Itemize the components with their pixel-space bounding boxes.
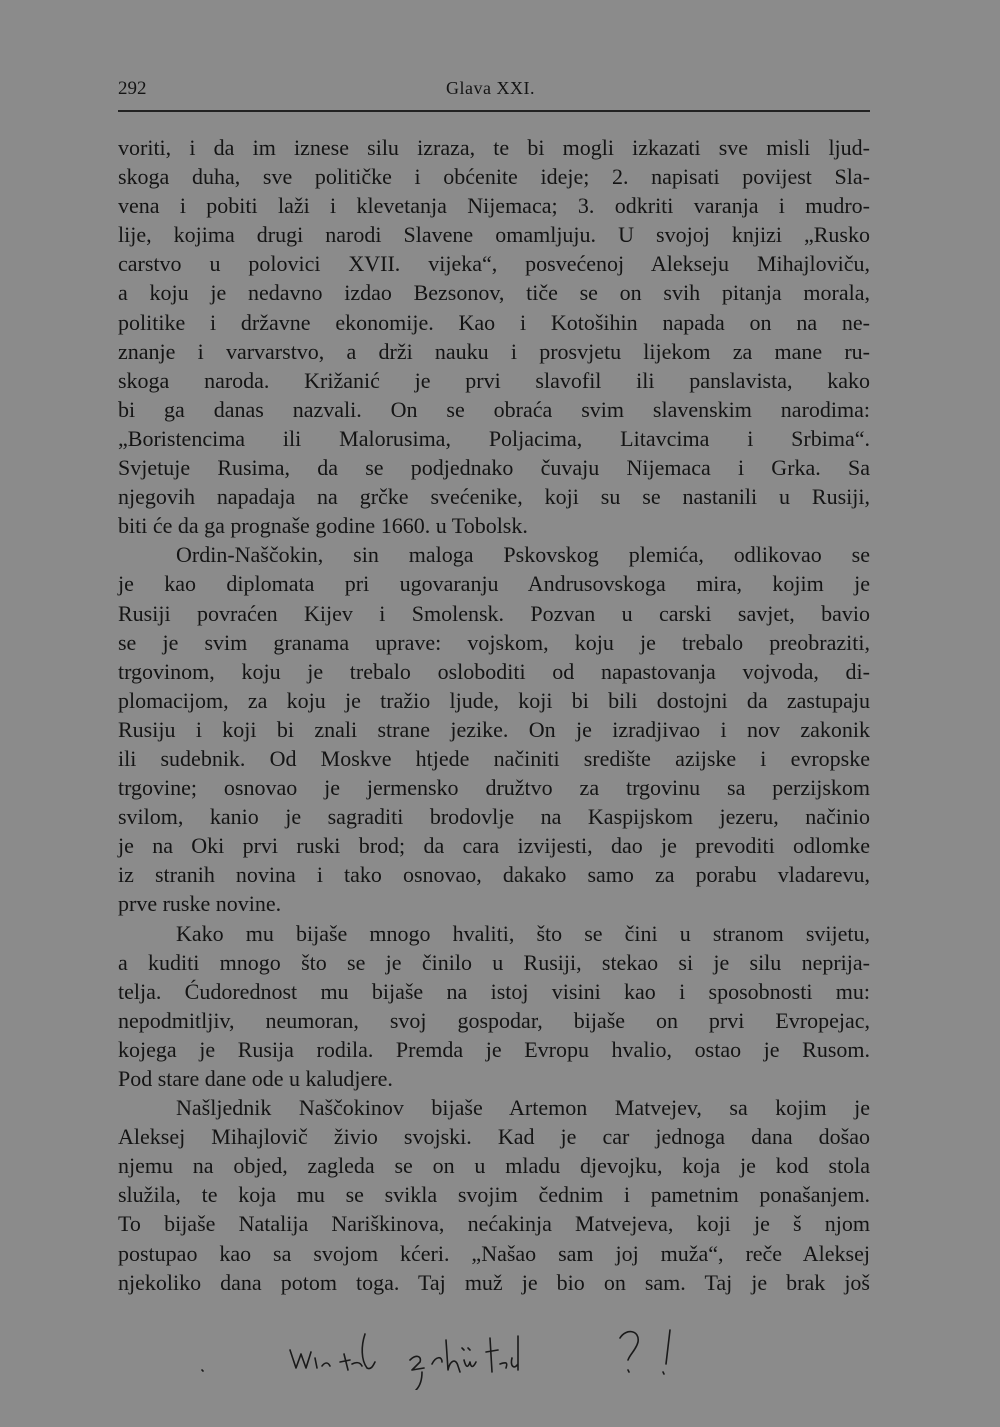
text-line: „Boristencima ili Malorusima, Poljacima, Litavcima i Srbima“. [118,425,870,451]
handwritten-marginalia [200,1320,760,1390]
text-line: svilom, kanio je sagraditi brodovlje na Kaspijskom jezeru, načinio [118,804,870,830]
text-line: Pod stare dane ode u kaludjere. [118,1066,393,1091]
marginalia-text: wie sieht geschrieben ? ! [200,1320,210,1321]
text-line: skoga naroda. Križanić je prvi slavofil ili panslavista, kako [118,367,870,393]
text-line: kojega je Rusija rodila. Premda je Evropu hvalio, ostao je Rusom. [118,1036,870,1062]
page-header [118,78,870,108]
text-line: politike i državne ekonomije. Kao i Kotošihin napada on na ne- [118,309,870,335]
text-line: se je svim granama uprave: vojskom, koju je trebalo preobraziti, [118,629,870,655]
text-line: Ordin-Naščokin, sin maloga Pskovskog plemića, odlikovao se [176,542,870,568]
text-line: znanje i varvarstvo, a drži nauku i prosvjetu lijekom za mane ru- [118,338,870,364]
text-line: služila, te koja mu se svikla svojim čednim i pametnim ponašanjem. [118,1182,870,1208]
text-line: lije, kojima drugi narodi Slavene omamljuju. U svojoj knjizi „Rusko [118,222,870,248]
text-line: a kuditi mnogo što se je činilo u Rusiji, stekao si je silu neprija- [118,949,870,975]
text-line: bi ga danas nazvali. On se obraća svim slavenskim narodima: [118,396,870,422]
text-line: postupao kao sa svojom kćeri. „Našao sam joj muža“, reče Aleksej [118,1240,870,1266]
text-line: skoga duha, sve političke i obćenite ideje; 2. napisati povijest Sla- [118,164,870,190]
text-line: Kako mu bijaše mnogo hvaliti, što se čini u stranom svijetu, [176,920,870,946]
text-line: Aleksej Mihajlovič živio svojski. Kad je car jednoga dana došao [118,1124,870,1150]
text-line: je na Oki prvi ruski brod; da cara izvijesti, dao je prevoditi odlomke [118,833,870,859]
text-line: nepodmitljiv, neumoran, svoj gospodar, bijaše on prvi Evropejac, [118,1007,870,1033]
text-line: Svjetuje Rusima, da se podjednako čuvaju Nijemaca i Grka. Sa [118,455,870,481]
text-line: njekoliko dana potom toga. Taj muž je bio on sam. Taj je brak još [118,1269,870,1295]
header-rule [118,110,870,112]
text-line: a koju je nedavno izdao Bezsonov, tiče se on svih pitanja morala, [118,280,870,306]
text-line: iz stranih novina i tako osnovao, dakako samo za porabu vladarevu, [118,862,870,888]
text-line: carstvo u polovici XVII. vijeka“, posvećenoj Alekseju Mihajloviču, [118,251,870,277]
text-line: Rusiji povraćen Kijev i Smolensk. Pozvan u carski savjet, bavio [118,600,870,626]
running-head: Glava XXI. [446,78,535,98]
text-line: plomacijom, za koju je tražio ljude, koji bi bili dostojni da zastupaju [118,687,870,713]
text-line: je kao diplomata pri ugovaranju Andrusovskoga mira, kojim je [118,571,870,597]
text-line: voriti, i da im iznese silu izraza, te bi mogli izkazati sve misli ljud- [118,135,870,160]
body-text [118,133,870,1297]
text-line: njegovih napadaja na grčke svećenike, koji su se nastanili u Rusiji, [118,484,870,510]
text-line: ili sudebnik. Od Moskve htjede načiniti središte azijske i evropske [118,745,870,771]
text-line: trgovinom, koju je trebalo osloboditi od napastovanja vojvoda, di- [118,658,870,684]
page-number: 292 [118,78,147,99]
text-line: Rusiju i koji bi znali strane jezike. On je izradjivao i nov zakonik [118,716,870,742]
text-line: To bijaše Natalija Nariškinova, nećakinja Matvejeva, koji je š njom [118,1211,870,1237]
text-line: trgovine; osnovao je jermensko družtvo za trgovinu sa perzijskom [118,775,870,801]
text-line: biti će da ga prognaše godine 1660. u Tobolsk. [118,513,528,539]
text-line: vena i pobiti laži i klevetanja Nijemaca; 3. odkriti varanja i mudro- [118,193,870,219]
text-line: Našljednik Naščokinov bijaše Artemon Matvejev, sa kojim je [176,1095,870,1121]
text-line: prve ruske novine. [118,891,282,917]
text-line: njemu na objed, zagleda se on u mladu djevojku, koja je kod stola [118,1153,870,1179]
text-line: telja. Ćudorednost mu bijaše na istoj visini kao i sposobnosti mu: [118,978,870,1004]
